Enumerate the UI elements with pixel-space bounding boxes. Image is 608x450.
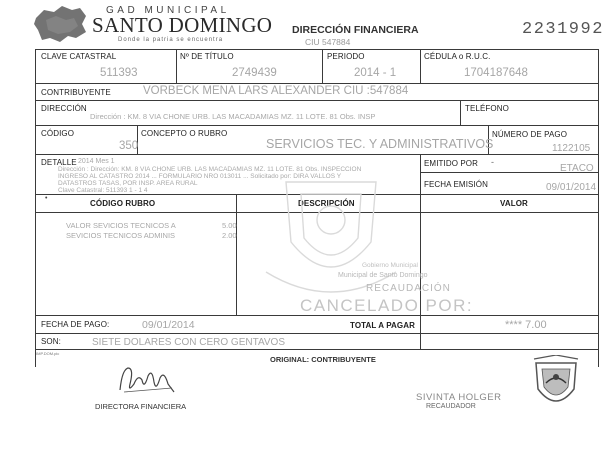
stamp-line1: Gobierno Municipal xyxy=(362,262,419,269)
gad-label: GAD MUNICIPAL xyxy=(106,5,230,16)
director-title: DIRECTORA FINANCIERA xyxy=(95,402,187,411)
son-value: SIETE DOLARES CON CERO GENTAVOS xyxy=(92,337,285,348)
fecha-emision-label: FECHA EMISIÓN xyxy=(424,180,488,189)
titulo-value: 2749439 xyxy=(232,67,277,79)
fecha-pago-label: FECHA DE PAGO: xyxy=(41,320,110,329)
table-row: VALOR SEVICIOS TECNICOS A xyxy=(66,221,176,230)
cancelado-stamp: CANCELADO POR: xyxy=(300,296,474,315)
periodo-label: PERIODO xyxy=(327,52,365,61)
fecha-emision-value: 09/01/2014 xyxy=(546,182,597,193)
original-label: ORIGINAL: CONTRIBUYENTE xyxy=(270,355,376,364)
detalle-label: DETALLE xyxy=(41,158,77,167)
detalle-line: INGRESO AL CATASTRO 2014 ... FORMULARIO NRO 013011 ... Solicitado por: DIRA VALLOS Y xyxy=(58,173,342,180)
concepto-value: SERVICIOS TEC. Y ADMINISTRATIVOS xyxy=(266,137,494,151)
receipt-number: 2231992 xyxy=(522,20,604,39)
clave-catastral-value: 511393 xyxy=(100,67,138,79)
municipal-seal-icon xyxy=(530,355,582,417)
son-label: SON: xyxy=(41,337,61,346)
stamp-line2: Municipal de Santo Domingo xyxy=(338,272,428,279)
titulo-label: Nº DE TÍTULO xyxy=(180,52,234,61)
numero-pago-label: NÚMERO DE PAGO xyxy=(492,130,568,139)
cashier-title: RECAUDADOR xyxy=(426,403,476,410)
concepto-label: CONCEPTO O RUBRO xyxy=(141,129,228,138)
header xyxy=(0,0,608,48)
detalle-line: DATASTROS TASAS, POR INSP. AREA RURAL xyxy=(58,180,198,187)
table-row: SEVICIOS TECNICOS ADMINIS xyxy=(66,231,176,240)
column-header-descripcion: DESCRIPCIÓN xyxy=(298,199,355,208)
ciu-reference: CIU 547884 xyxy=(305,37,351,47)
detalle-line: Clave Catastral: 511393 1 - 1 4 xyxy=(58,187,148,194)
emitido-value: ETACO xyxy=(560,163,594,174)
contribuyente-value: VORBECK MENA LARS ALEXANDER CIU :547884 xyxy=(143,85,409,97)
table-row-value: 5.00 xyxy=(222,221,237,230)
column-header-valor: VALOR xyxy=(500,199,528,208)
detalle-header-note: 2014 Mes 1 xyxy=(78,158,115,165)
total-label: TOTAL A PAGAR xyxy=(350,321,416,330)
codigo-label: CÓDIGO xyxy=(41,129,75,138)
column-header-codigo: CÓDIGO RUBRO xyxy=(90,199,156,208)
total-value: **** 7.00 xyxy=(505,319,547,331)
numero-pago-value: 1122105 xyxy=(552,143,591,154)
clave-catastral-label: CLAVE CATASTRAL xyxy=(41,52,117,61)
print-code: IMP.DOM.pic xyxy=(36,351,60,356)
codigo-value: 350 xyxy=(119,140,139,152)
cedula-label: CÉDULA o R.U.C. xyxy=(424,52,491,61)
direccion-label: DIRECCIÓN xyxy=(41,104,87,113)
stamp-recaudacion: RECAUDACIÓN xyxy=(366,283,451,294)
direccion-value: Dirección : KM. 8 VIA CHONE URB. LAS MACADAMIAS MZ. 11 LOTE. 81 Obs. INSP xyxy=(90,112,376,121)
handwritten-signature xyxy=(116,362,178,398)
cashier-name: SIVINTA HOLGER xyxy=(416,392,502,403)
table-row-value: 2.00 xyxy=(222,231,237,240)
periodo-value: 2014 - 1 xyxy=(354,67,397,79)
city-name: SANTO DOMINGO xyxy=(92,13,273,37)
bullet-mark: • xyxy=(45,195,48,202)
emitido-label: EMITIDO POR xyxy=(424,159,478,168)
contribuyente-label: CONTRIBUYENTE xyxy=(41,88,111,97)
fecha-pago-value: 09/01/2014 xyxy=(142,319,195,331)
map-emblem-icon xyxy=(32,4,90,44)
detalle-line: Dirección : Dirección: KM. 8 VIA CHONE URB. LAS MACADAMIAS MZ. 11 LOTE. 81 Obs. INSPECCION xyxy=(58,166,362,173)
slogan: Donde la patria se encuentra xyxy=(118,37,224,43)
department-title: DIRECCIÓN FINANCIERA xyxy=(292,24,419,36)
emitido-dash: - xyxy=(491,157,494,167)
cedula-value: 1704187648 xyxy=(464,67,528,79)
telefono-label: TELÉFONO xyxy=(465,104,509,113)
